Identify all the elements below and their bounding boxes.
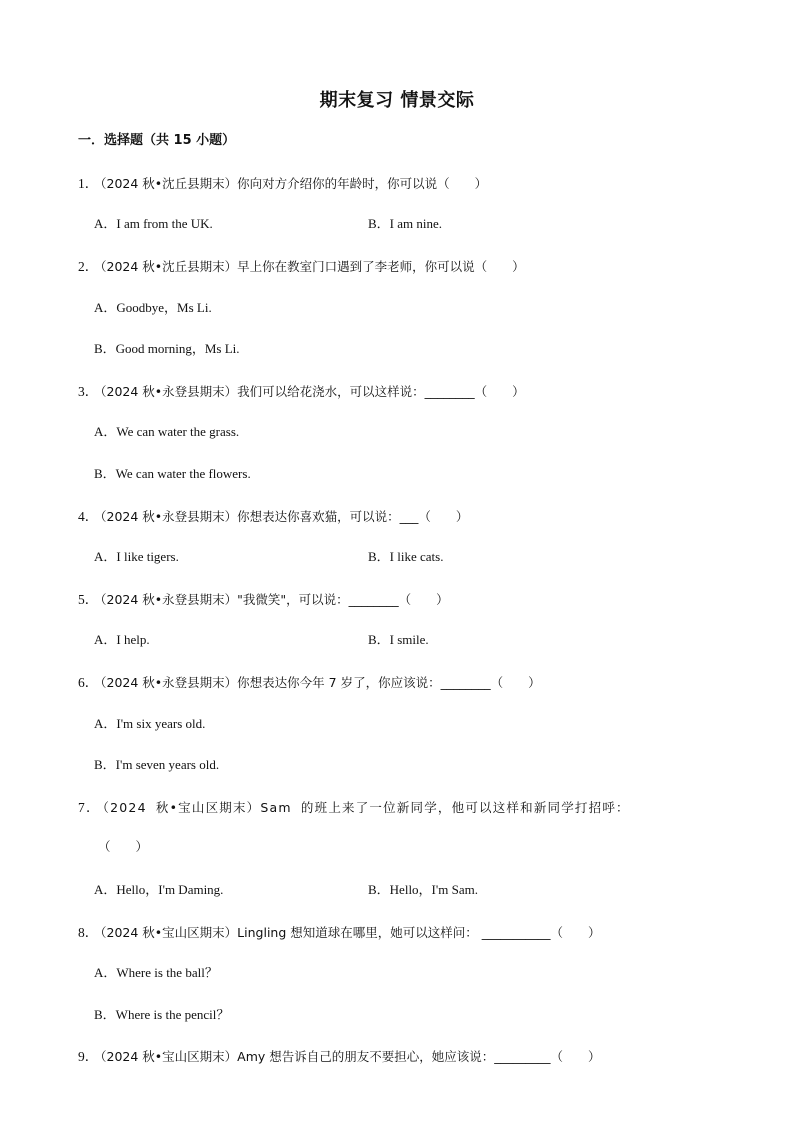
question-source: （2024 秋•永登县期末） xyxy=(100,675,238,690)
option-b[interactable]: B．Where is the pencil？ xyxy=(94,1007,230,1022)
question-2 xyxy=(78,255,525,275)
option-a[interactable]: A．Goodbye，Ms Li. xyxy=(94,300,212,315)
option-a[interactable]: A．I'm six years old. xyxy=(94,716,206,731)
question-3 xyxy=(78,380,525,400)
question-1 xyxy=(78,172,487,192)
option-b[interactable]: B．I am nine. xyxy=(368,216,443,231)
question-source: （2024 秋•沈丘县期末） xyxy=(100,259,238,274)
question-number: 9． xyxy=(78,1049,99,1064)
question-6 xyxy=(78,671,541,691)
question-stem: 我们可以给花浇水，可以这样说：________（ ） xyxy=(237,384,525,399)
question-number: 8． xyxy=(78,925,99,940)
question-7-continuation xyxy=(98,837,148,855)
answer-blank: （ ） xyxy=(98,839,149,854)
question-stem: "我微笑"，可以说：________（ ） xyxy=(237,592,449,607)
question-number: 6． xyxy=(78,675,99,690)
question-4 xyxy=(78,505,468,525)
question-source: （2024 秋•沈丘县期末） xyxy=(100,176,238,191)
question-stem: 早上你在教室门口遇到了李老师，你可以说（ ） xyxy=(237,259,525,274)
option-a[interactable]: A．We can water the grass. xyxy=(94,424,240,439)
question-stem: Sam 的班上来了一位新同学，他可以这样和新同学打招呼： xyxy=(260,800,630,815)
question-stem: Amy 想告诉自己的朋友不要担心，她应该说：_________（ ） xyxy=(237,1049,601,1064)
question-8 xyxy=(78,921,600,941)
option-b[interactable]: B．I smile. xyxy=(368,632,429,647)
question-stem: 你想表达你喜欢猫，可以说：___（ ） xyxy=(237,509,469,524)
question-number: 5． xyxy=(78,592,99,607)
question-source: （2024 秋•永登县期末） xyxy=(100,592,238,607)
option-b[interactable]: B．I like cats. xyxy=(368,549,444,564)
option-a[interactable]: A．I like tigers. xyxy=(94,549,179,564)
page-title: 期末复习 情景交际 xyxy=(319,90,475,111)
question-9 xyxy=(78,1045,601,1065)
option-b[interactable]: B．Good morning，Ms Li. xyxy=(94,341,240,356)
question-source: （2024 秋•宝山区期末） xyxy=(100,1049,238,1064)
question-number: 2． xyxy=(78,259,99,274)
section-heading: 一．选择题（共 15 小题） xyxy=(78,133,236,148)
option-a[interactable]: A．I help. xyxy=(94,632,150,647)
question-number: 1． xyxy=(78,176,99,191)
question-stem: 你想表达你今年 7 岁了，你应该说：________（ ） xyxy=(237,675,541,690)
option-a[interactable]: A．Where is the ball？ xyxy=(94,965,218,980)
question-source: （2024 秋•永登县期末） xyxy=(100,384,238,399)
question-source: （2024 秋•永登县期末） xyxy=(100,509,238,524)
question-stem: Lingling 想知道球在哪里，她可以这样问： ___________（ ） xyxy=(237,925,601,940)
question-number: 3． xyxy=(78,384,99,399)
question-source: （2024 秋•宝山区期末） xyxy=(102,800,261,815)
question-stem: 你向对方介绍你的年龄时，你可以说（ ） xyxy=(237,176,488,191)
question-source: （2024 秋•宝山区期末） xyxy=(100,925,238,940)
option-b[interactable]: B．I'm seven years old. xyxy=(94,757,220,772)
question-number: 4． xyxy=(78,509,99,524)
question-number: 7． xyxy=(78,800,101,815)
option-b[interactable]: B．Hello，I'm Sam. xyxy=(368,882,478,897)
option-a[interactable]: A．I am from the UK. xyxy=(94,216,213,231)
option-b[interactable]: B．We can water the flowers. xyxy=(94,466,251,481)
question-7 xyxy=(78,796,630,816)
option-a[interactable]: A．Hello，I'm Daming. xyxy=(94,882,224,897)
question-5 xyxy=(78,588,449,608)
